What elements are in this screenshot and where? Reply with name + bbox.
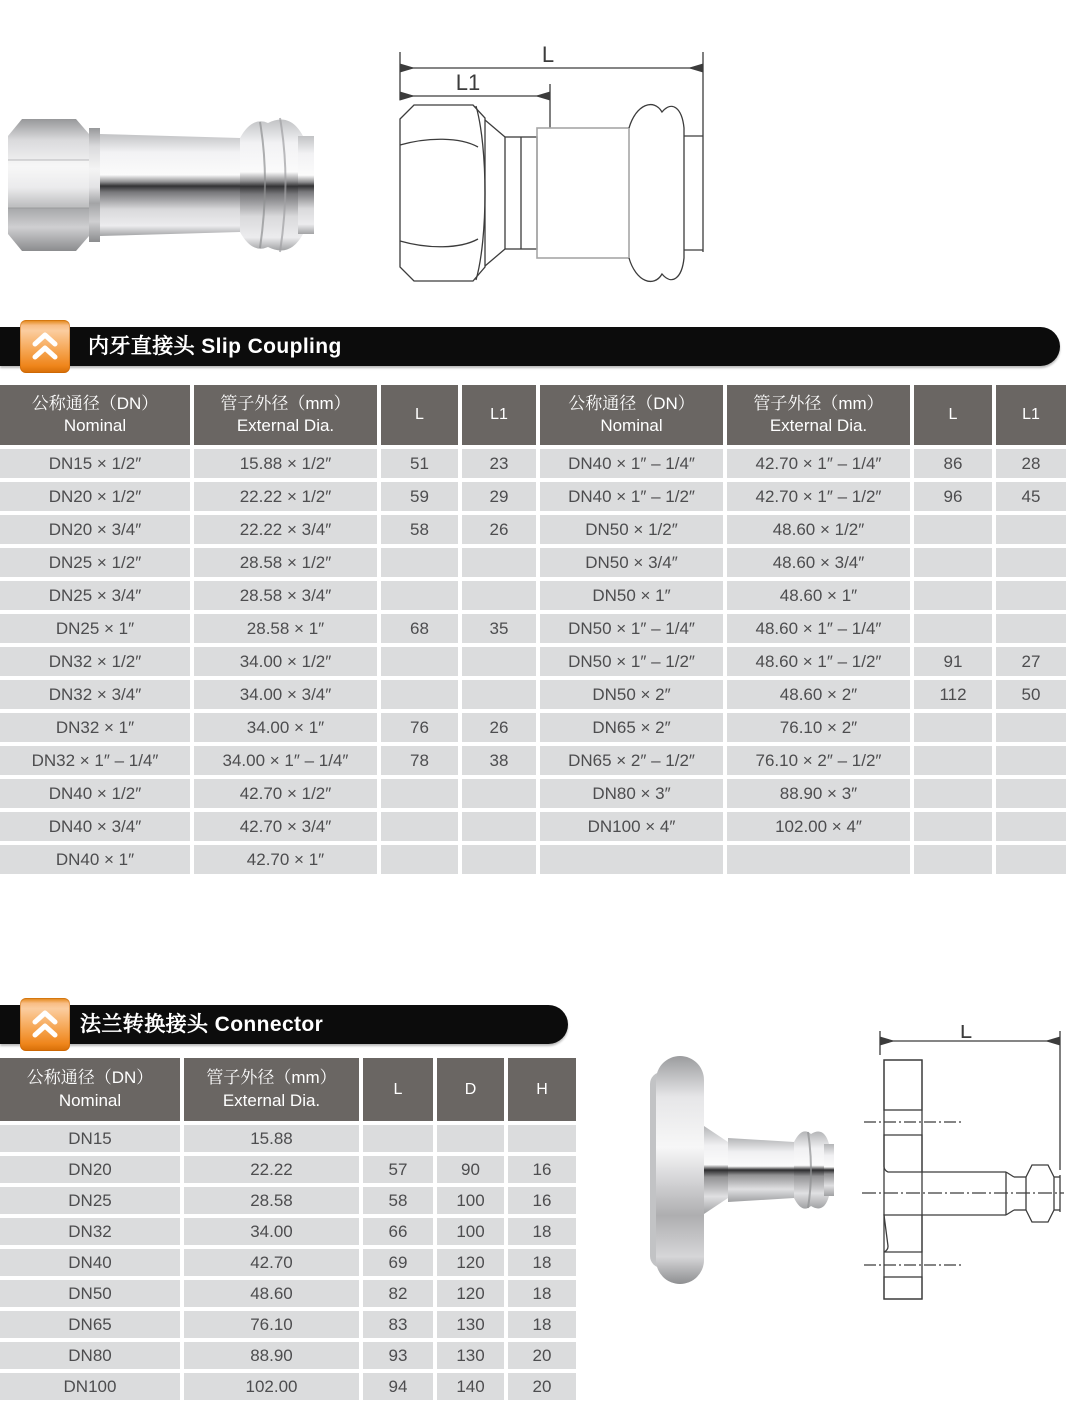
table-cell: 42.70 × 1/2″	[194, 779, 377, 808]
table-cell: 76	[381, 713, 458, 742]
table-cell: 88.90	[184, 1342, 359, 1369]
col-header-external-dia: 管子外径（mm） External Dia.	[727, 385, 910, 445]
table-cell: DN65 × 2″ – 1/2″	[540, 746, 723, 775]
table-cell: DN25 × 1/2″	[0, 548, 190, 577]
table-cell: 34.00	[184, 1218, 359, 1245]
table-cell: 130	[437, 1342, 504, 1369]
connector-table	[0, 1054, 580, 1404]
table-cell: 76.10 × 2″	[727, 713, 910, 742]
table-cell: DN32 × 1/2″	[0, 647, 190, 676]
table-row	[0, 1249, 576, 1276]
table-cell: DN25 × 3/4″	[0, 581, 190, 610]
table-cell: 86	[914, 449, 992, 478]
table-cell	[996, 746, 1066, 775]
table-cell: DN65	[0, 1311, 180, 1338]
table-row	[0, 647, 1066, 676]
slip-coupling-table	[0, 381, 1066, 878]
col-header-l1: L1	[996, 385, 1066, 445]
table-cell: 28.58 × 3/4″	[194, 581, 377, 610]
table-cell	[462, 680, 536, 709]
table-cell	[996, 812, 1066, 841]
table-row	[0, 515, 1066, 544]
table-cell: 34.00 × 3/4″	[194, 680, 377, 709]
table-cell: 48.60 × 1″ – 1/2″	[727, 647, 910, 676]
table-cell: 90	[437, 1156, 504, 1183]
table-cell: 120	[437, 1280, 504, 1307]
table-cell: 38	[462, 746, 536, 775]
table-cell: DN50 × 1″	[540, 581, 723, 610]
table-cell: DN40 × 3/4″	[0, 812, 190, 841]
table-cell: 26	[462, 515, 536, 544]
table-row	[0, 713, 1066, 742]
table-cell: DN100	[0, 1373, 180, 1400]
table-row	[0, 548, 1066, 577]
table-row	[0, 1311, 576, 1338]
table-cell	[437, 1125, 504, 1152]
col-header-external-dia: 管子外径（mm） External Dia.	[184, 1058, 359, 1121]
table-cell: 58	[381, 515, 458, 544]
table-cell: 34.00 × 1/2″	[194, 647, 377, 676]
dimension-label-l1: L1	[455, 70, 481, 95]
double-chevron-up-icon	[20, 320, 70, 373]
table-cell: 42.70 × 1″	[194, 845, 377, 874]
table-cell: 18	[508, 1311, 576, 1338]
table-cell: 16	[508, 1187, 576, 1214]
table-cell: 45	[996, 482, 1066, 511]
slip-coupling-banner	[0, 327, 1060, 366]
table-cell	[540, 845, 723, 874]
table-cell	[462, 845, 536, 874]
table-cell: 23	[462, 449, 536, 478]
table-cell: 42.70	[184, 1249, 359, 1276]
table-cell	[914, 515, 992, 544]
table-cell	[996, 779, 1066, 808]
table-cell: 51	[381, 449, 458, 478]
table-cell: 130	[437, 1311, 504, 1338]
col-header-nominal: 公称通径（DN） Nominal	[0, 385, 190, 445]
table-cell: 28.58 × 1″	[194, 614, 377, 643]
table-cell: 102.00	[184, 1373, 359, 1400]
table-cell: 48.60 × 3/4″	[727, 548, 910, 577]
table-cell: 94	[363, 1373, 433, 1400]
col-header-external-dia: 管子外径（mm） External Dia.	[194, 385, 377, 445]
table-cell	[381, 680, 458, 709]
table-cell	[381, 779, 458, 808]
table-cell: DN50 × 1/2″	[540, 515, 723, 544]
table-row	[0, 779, 1066, 808]
col-header-h: H	[508, 1058, 576, 1121]
dimension-label-l: L	[959, 1025, 973, 1043]
table-cell	[914, 713, 992, 742]
col-header-l: L	[914, 385, 992, 445]
table-cell: DN40 × 1″	[0, 845, 190, 874]
table-cell: 28.58	[184, 1187, 359, 1214]
table-cell: 102.00 × 4″	[727, 812, 910, 841]
table-cell: 48.60 × 2″	[727, 680, 910, 709]
table-row	[0, 1342, 576, 1369]
col-header-l1: L1	[462, 385, 536, 445]
table-cell: DN50	[0, 1280, 180, 1307]
table-cell: 48.60 × 1″	[727, 581, 910, 610]
table-row	[0, 449, 1066, 478]
table-cell: 28	[996, 449, 1066, 478]
table-cell	[727, 845, 910, 874]
table-cell: 34.00 × 1″	[194, 713, 377, 742]
table-cell: 20	[508, 1342, 576, 1369]
table-cell: 93	[363, 1342, 433, 1369]
table-row	[0, 1125, 576, 1152]
col-header-nominal: 公称通径（DN） Nominal	[540, 385, 723, 445]
table-cell: 69	[363, 1249, 433, 1276]
table-row	[0, 482, 1066, 511]
table-cell: DN50 × 1″ – 1/4″	[540, 614, 723, 643]
table-cell: 100	[437, 1187, 504, 1214]
table-cell	[914, 614, 992, 643]
table-cell: 18	[508, 1280, 576, 1307]
table-cell: DN25	[0, 1187, 180, 1214]
table-cell	[996, 515, 1066, 544]
table-cell	[508, 1125, 576, 1152]
table-cell: 42.70 × 3/4″	[194, 812, 377, 841]
table-cell: 140	[437, 1373, 504, 1400]
table-cell: 20	[508, 1373, 576, 1400]
table-cell: 88.90 × 3″	[727, 779, 910, 808]
table-row	[0, 746, 1066, 775]
table-cell	[996, 845, 1066, 874]
col-header-nominal: 公称通径（DN） Nominal	[0, 1058, 180, 1121]
table-cell: 42.70 × 1″ – 1/4″	[727, 449, 910, 478]
table-cell: 42.70 × 1″ – 1/2″	[727, 482, 910, 511]
table-cell: 96	[914, 482, 992, 511]
double-chevron-up-icon	[20, 998, 70, 1051]
table-cell: 112	[914, 680, 992, 709]
table-cell: DN32 × 3/4″	[0, 680, 190, 709]
table-cell	[381, 548, 458, 577]
table-cell	[381, 581, 458, 610]
table-cell: 22.22 × 1/2″	[194, 482, 377, 511]
table-cell: 28.58 × 1/2″	[194, 548, 377, 577]
table-cell	[996, 713, 1066, 742]
table-cell: DN50 × 1″ – 1/2″	[540, 647, 723, 676]
table-cell: 58	[363, 1187, 433, 1214]
table-cell	[381, 812, 458, 841]
table-cell: 50	[996, 680, 1066, 709]
table-row	[0, 1156, 576, 1183]
table-cell: 22.22 × 3/4″	[194, 515, 377, 544]
table-cell	[996, 614, 1066, 643]
table-cell: DN40	[0, 1249, 180, 1276]
table-cell: DN15	[0, 1125, 180, 1152]
col-header-l: L	[363, 1058, 433, 1121]
table-cell: 78	[381, 746, 458, 775]
connector-banner	[0, 1005, 568, 1044]
table-cell	[914, 581, 992, 610]
table-cell	[996, 581, 1066, 610]
table-cell: DN100 × 4″	[540, 812, 723, 841]
table-cell	[462, 779, 536, 808]
table-row	[0, 1280, 576, 1307]
table-cell: 57	[363, 1156, 433, 1183]
table-cell: 16	[508, 1156, 576, 1183]
table-cell	[914, 779, 992, 808]
table-cell: DN50 × 2″	[540, 680, 723, 709]
table-cell	[914, 548, 992, 577]
table-cell: DN32	[0, 1218, 180, 1245]
header-row	[0, 385, 1066, 445]
col-header-d: D	[437, 1058, 504, 1121]
dimension-label-l: L	[541, 42, 555, 67]
header-row	[0, 1058, 576, 1121]
table-row	[0, 1373, 576, 1400]
table-row	[0, 1187, 576, 1214]
table-cell: 34.00 × 1″ – 1/4″	[194, 746, 377, 775]
slip-coupling-photo-image	[8, 110, 314, 260]
table-cell: 68	[381, 614, 458, 643]
table-cell	[996, 548, 1066, 577]
table-cell	[914, 845, 992, 874]
table-cell: DN80	[0, 1342, 180, 1369]
table-row	[0, 812, 1066, 841]
table-cell: 15.88 × 1/2″	[194, 449, 377, 478]
table-row	[0, 680, 1066, 709]
table-cell: DN20 × 1/2″	[0, 482, 190, 511]
table-cell: DN40 × 1″ – 1/2″	[540, 482, 723, 511]
table-cell	[381, 845, 458, 874]
connector-photo	[648, 1052, 840, 1288]
table-cell: 35	[462, 614, 536, 643]
connector-drawing	[858, 1025, 1066, 1307]
table-cell	[462, 581, 536, 610]
table-cell: 66	[363, 1218, 433, 1245]
table-cell: DN25 × 1″	[0, 614, 190, 643]
slip-coupling-drawing	[388, 38, 714, 286]
table-cell: 83	[363, 1311, 433, 1338]
table-cell: 15.88	[184, 1125, 359, 1152]
table-cell: DN65 × 2″	[540, 713, 723, 742]
table-row	[0, 1218, 576, 1245]
table-cell: 48.60 × 1″ – 1/4″	[727, 614, 910, 643]
table-cell: DN32 × 1″	[0, 713, 190, 742]
table-cell: 27	[996, 647, 1066, 676]
table-row	[0, 614, 1066, 643]
table-cell: 48.60	[184, 1280, 359, 1307]
table-cell: DN20	[0, 1156, 180, 1183]
table-cell: 100	[437, 1218, 504, 1245]
table-cell: DN80 × 3″	[540, 779, 723, 808]
table-cell: DN15 × 1/2″	[0, 449, 190, 478]
table-cell	[462, 812, 536, 841]
table-cell	[462, 548, 536, 577]
table-cell: 29	[462, 482, 536, 511]
connector-title: 法兰转换接头 Connector	[80, 1013, 324, 1036]
table-cell: 91	[914, 647, 992, 676]
table-cell: 120	[437, 1249, 504, 1276]
table-cell: DN40 × 1″ – 1/4″	[540, 449, 723, 478]
table-cell	[363, 1125, 433, 1152]
table-cell	[914, 812, 992, 841]
table-cell	[381, 647, 458, 676]
table-cell: 76.10	[184, 1311, 359, 1338]
table-cell: 22.22	[184, 1156, 359, 1183]
slip-coupling-title: 内牙直接头 Slip Coupling	[88, 335, 342, 358]
table-cell	[914, 746, 992, 775]
table-cell	[462, 647, 536, 676]
table-cell: 76.10 × 2″ – 1/2″	[727, 746, 910, 775]
table-cell: 59	[381, 482, 458, 511]
table-cell: 18	[508, 1249, 576, 1276]
table-cell: 82	[363, 1280, 433, 1307]
col-header-l: L	[381, 385, 458, 445]
table-cell: DN32 × 1″ – 1/4″	[0, 746, 190, 775]
table-cell: 48.60 × 1/2″	[727, 515, 910, 544]
table-cell: DN40 × 1/2″	[0, 779, 190, 808]
table-cell: DN50 × 3/4″	[540, 548, 723, 577]
table-cell: 26	[462, 713, 536, 742]
table-row	[0, 581, 1066, 610]
table-cell: 18	[508, 1218, 576, 1245]
table-row	[0, 845, 1066, 874]
table-cell: DN20 × 3/4″	[0, 515, 190, 544]
slip-coupling-photo	[8, 110, 314, 260]
